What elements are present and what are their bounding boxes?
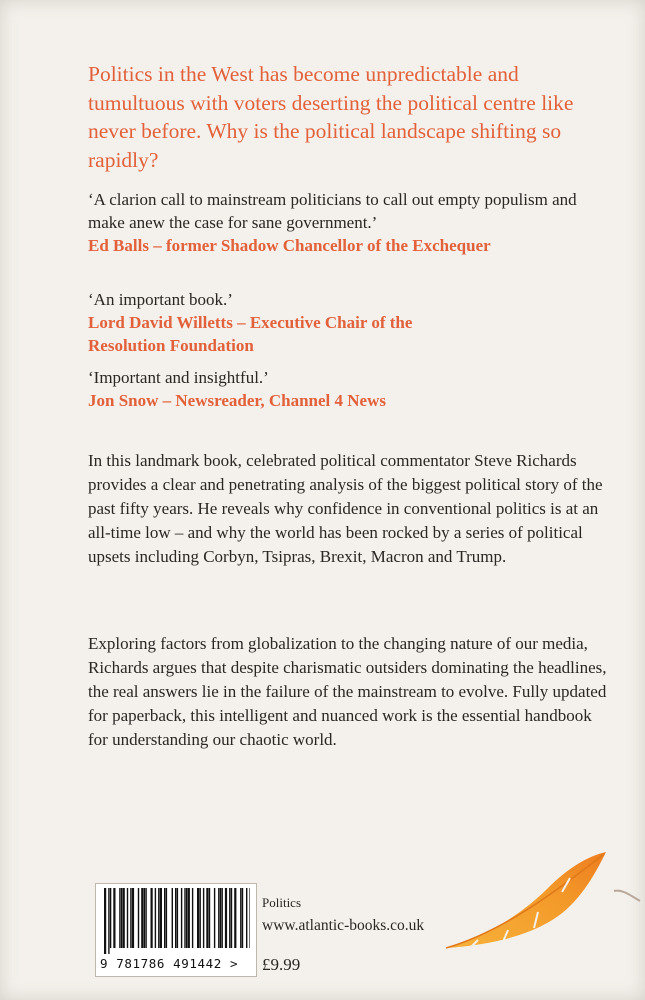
barcode-bar <box>188 888 190 948</box>
barcode-bar <box>220 888 221 948</box>
headline: Politics in the West has become unpredictable and tumultuous with voters deserting the political centre like never before. Why is the political landscape shifting so rapidly? <box>88 62 574 172</box>
isbn-number: 9 781786 491442 > <box>100 956 239 971</box>
barcode-bar <box>104 888 106 954</box>
category-label: Politics <box>262 895 302 910</box>
barcode-bar <box>200 888 201 948</box>
body-paragraph: In this landmark book, celebrated political commentator Steve Richards provides a clear and penetrating analysis of the biggest political story of the past fifty years. He reveals why confidence in conventional politics is at an all-time low – and why the world has been rocked by a series of political upsets including Corbyn, Tsipras, Brexit, Macron and Trump. <box>88 451 603 566</box>
barcode-bar <box>249 888 250 948</box>
barcode-bar <box>144 888 145 948</box>
barcode-bars <box>102 888 250 954</box>
barcode-bar <box>229 888 230 948</box>
barcode-bar <box>164 888 165 948</box>
barcode-bar <box>145 888 146 948</box>
body-paragraph: Exploring factors from globalization to the changing nature of our media, Richards argues that despite charismatic outsiders dominating the headlines, the real answers lie in the failure of the mainstream to evolve. Fully updated for paperback, this intelligent and nuanced work is the essential handbook for understanding our chaotic world. <box>88 634 607 749</box>
price: £9.99 <box>262 955 301 974</box>
barcode-bar <box>225 888 227 948</box>
barcode-bar <box>155 888 156 948</box>
barcode-bar <box>240 888 241 948</box>
barcode-bar <box>181 888 182 948</box>
barcode-bar <box>197 888 199 948</box>
barcode-bar <box>186 888 187 948</box>
quote-text: ‘A clarion call to mainstream politicians to call out empty populism and make anew the case for sane government.’ <box>88 190 577 232</box>
barcode-bar <box>151 888 153 948</box>
barcode-bar <box>234 888 236 948</box>
barcode-bar <box>203 888 204 948</box>
barcode-bar <box>231 888 232 948</box>
barcode-bar <box>121 888 122 948</box>
barcode-bar <box>113 888 115 948</box>
barcode-bar <box>130 888 131 948</box>
barcode-bar <box>132 888 134 948</box>
quote-jon-snow <box>88 366 608 412</box>
barcode-bar <box>242 888 243 948</box>
cover-mark <box>612 885 642 905</box>
quote-ed-balls <box>88 188 608 257</box>
barcode-bar <box>175 888 176 948</box>
barcode-bar <box>172 888 173 948</box>
quote-david-willetts <box>88 288 608 357</box>
barcode-bar <box>218 888 219 948</box>
publisher-website: www.atlantic-books.co.uk <box>262 917 425 934</box>
barcode-bar <box>160 888 162 948</box>
barcode-bar <box>158 888 159 948</box>
barcode-bar <box>141 888 143 948</box>
isbn-barcode <box>95 883 257 977</box>
barcode-bar <box>127 888 128 948</box>
barcode-bar <box>192 888 193 948</box>
barcode-bar <box>138 888 139 948</box>
barcode-bar <box>108 888 109 954</box>
barcode-bar <box>206 888 208 948</box>
barcode-bar <box>222 888 223 948</box>
barcode-bar <box>184 888 185 948</box>
feather-icon <box>438 848 613 958</box>
barcode-bar <box>209 888 210 948</box>
quote-attribution: Ed Balls – former Shadow Chancellor of the Exchequer <box>88 236 491 255</box>
barcode-bar <box>110 888 111 948</box>
barcode-bar <box>214 888 215 948</box>
barcode-bar <box>177 888 178 948</box>
barcode-bar <box>166 888 167 948</box>
barcode-bar <box>119 888 120 948</box>
barcode-bar <box>123 888 125 948</box>
barcode-bar <box>246 888 247 948</box>
quote-text: ‘An important book.’ <box>88 290 233 309</box>
quote-attribution: Lord David Willetts – Executive Chair of the Resolution Foundation <box>88 313 413 355</box>
quote-text: ‘Important and insightful.’ <box>88 368 269 387</box>
quote-attribution: Jon Snow – Newsreader, Channel 4 News <box>88 391 386 410</box>
